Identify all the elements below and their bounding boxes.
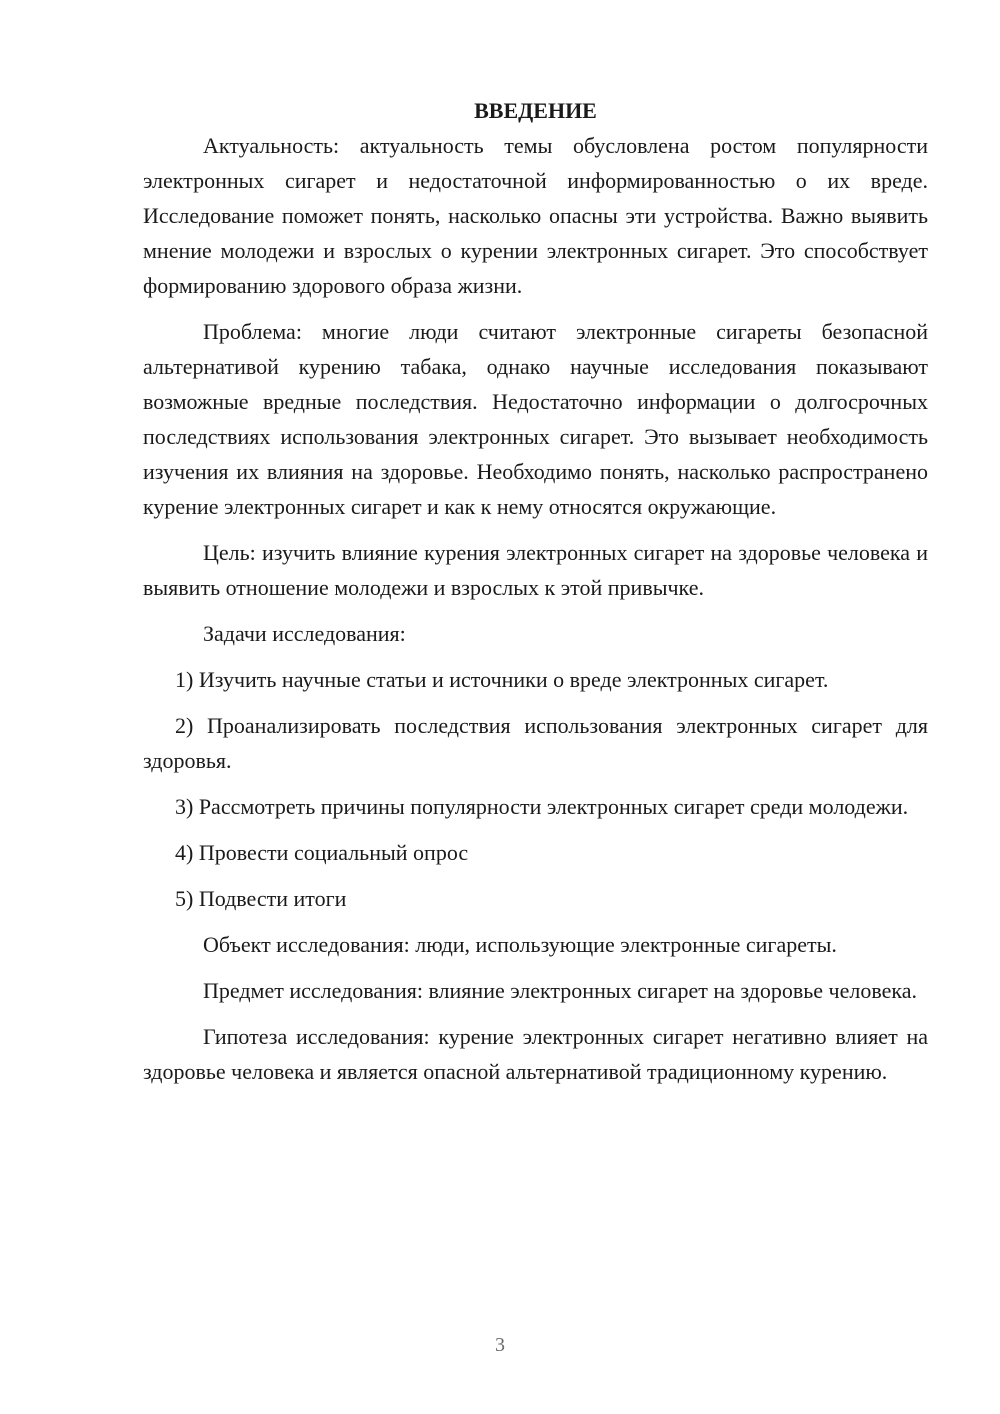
page-content — [143, 93, 928, 1100]
section-heading: ВВЕДЕНИЕ — [474, 98, 597, 123]
task-item-2: 2) Проанализировать последствия использования электронных сигарет для здоровья. — [143, 713, 928, 773]
paragraph-tasks-heading: Задачи исследования: — [203, 621, 406, 646]
paragraph-subject: Предмет исследования: влияние электронных сигарет на здоровье человека. — [203, 978, 917, 1003]
task-item-5: 5) Подвести итоги — [175, 886, 347, 911]
paragraph-problem: Проблема: многие люди считают электронные сигареты безопасной альтернативой курению табака, однако научные исследования показывают возможные вредные последствия. Недостаточно информации о долгосрочных последствиях использования электронных сигарет. Это вызывает необходимость изучения их влияния на здоровье. Необходимо понять, насколько распространено курение электронных сигарет и как к нему относятся окружающие. — [143, 319, 928, 519]
task-item-3: 3) Рассмотреть причины популярности электронных сигарет среди молодежи. — [175, 794, 909, 819]
page-number: 3 — [495, 1334, 505, 1356]
paragraph-hypothesis: Гипотеза исследования: курение электронных сигарет негативно влияет на здоровье человека и является опасной альтернативой традиционному курению. — [143, 1024, 928, 1084]
task-item-4: 4) Провести социальный опрос — [175, 840, 469, 865]
paragraph-relevance: Актуальность: актуальность темы обусловлена ростом популярности электронных сигарет и недостаточной информированностью о их вреде. Исследование поможет понять, насколько опасны эти устройства. Важно выявить мнение молодежи и взрослых о курении электронных сигарет. Это способствует формированию здорового образа жизни. — [143, 133, 928, 298]
task-item-1: 1) Изучить научные статьи и источники о вреде электронных сигарет. — [175, 667, 829, 692]
paragraph-object: Объект исследования: люди, использующие электронные сигареты. — [203, 932, 837, 957]
paragraph-goal: Цель: изучить влияние курения электронных сигарет на здоровье человека и выявить отношение молодежи и взрослых к этой привычке. — [143, 540, 928, 600]
